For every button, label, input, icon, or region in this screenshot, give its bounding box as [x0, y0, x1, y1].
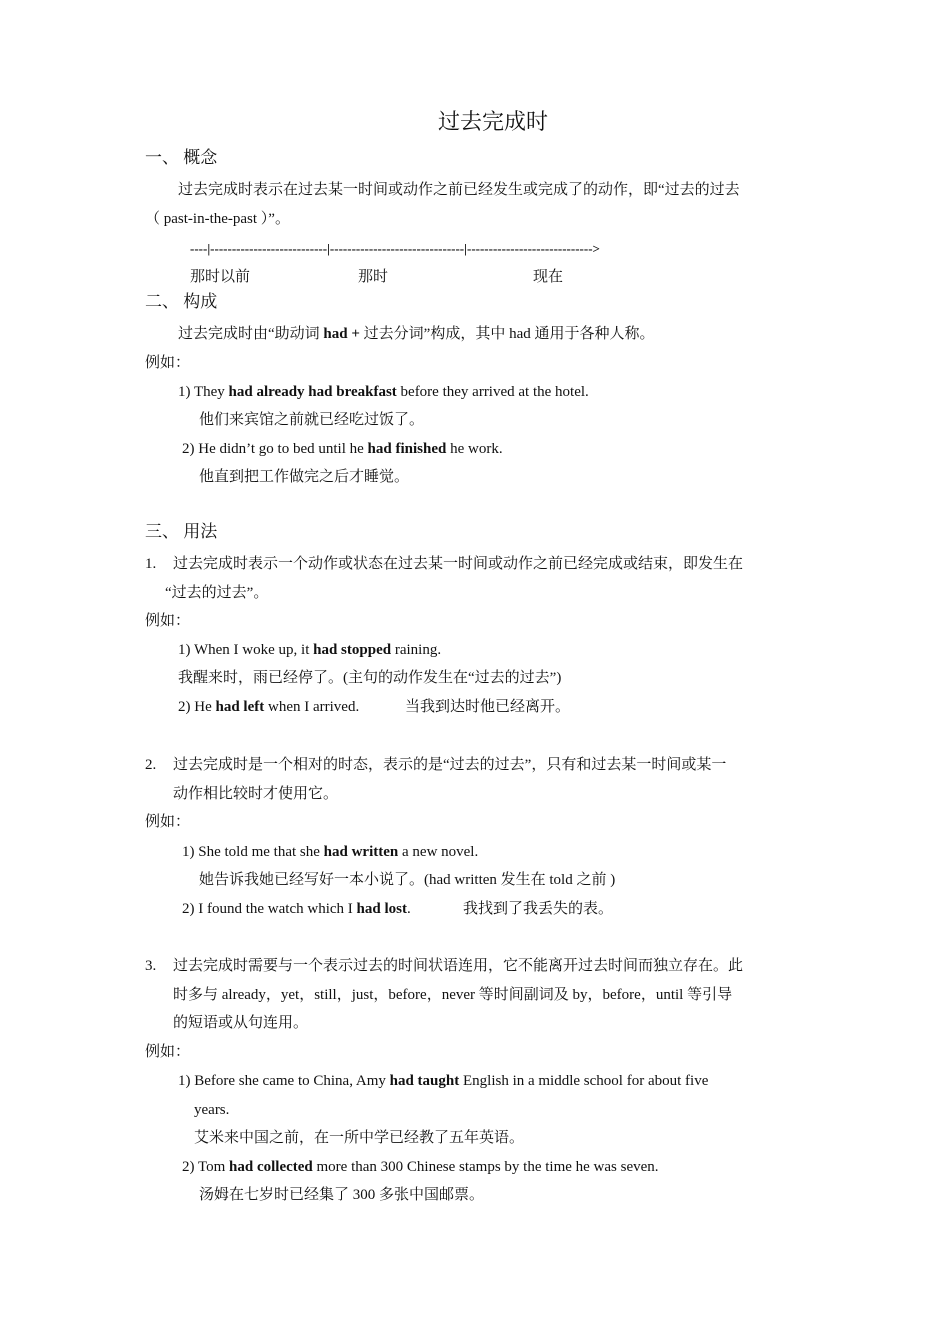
bold-run: had lost — [356, 901, 407, 917]
example-translation: 艾米来中国之前，在一所中学已经教了五年英语。 — [194, 1130, 525, 1146]
timeline-line: ----|---------------------------|-------------------------------|-----------------------------> — [190, 241, 600, 256]
list-item-text: 过去完成时需要与一个表示过去的时间状语连用，它不能离开过去时间而独立存在。此 — [173, 958, 744, 974]
bold-run: had taught — [389, 1073, 460, 1089]
example-sentence — [178, 1071, 708, 1091]
example-translation: 当我到达时他已经离开。 — [405, 699, 571, 715]
list-item-text: 过去完成时是一个相对的时态，表示的是“过去的过去”，只有和过去某一时间或某一 — [173, 757, 727, 773]
bold-run: had finished — [367, 441, 447, 457]
text-run: when I arrived. — [264, 699, 360, 715]
page-title: 过去完成时 — [438, 109, 549, 134]
paragraph-structure — [178, 324, 654, 344]
text-run: 1) She told me that she — [182, 844, 324, 860]
list-item-text: 的短语或从句连用。 — [173, 1015, 309, 1031]
text-run: 2) Tom — [182, 1159, 230, 1175]
list-number: 3. — [145, 958, 157, 974]
list-item-text: 动作相比较时才使用它。 — [173, 786, 339, 802]
text-run: before they arrived at the hotel. — [396, 384, 589, 400]
list-item-text: “过去的过去”。 — [165, 585, 269, 601]
list-number: 2. — [145, 757, 157, 773]
text-run: a new novel. — [398, 844, 479, 860]
example-sentence — [182, 1157, 659, 1177]
example-translation: 我找到了我丢失的表。 — [463, 901, 614, 917]
bold-run: had left — [215, 699, 265, 715]
example-sentence — [178, 382, 589, 402]
example-translation: 汤姆在七岁时已经集了 300 多张中国邮票。 — [199, 1187, 485, 1203]
paragraph-definition: 过去完成时表示在过去某一时间或动作之前已经发生或完成了的动作，即“过去的过去 — [178, 182, 740, 198]
example-translation: 她告诉我她已经写好一本小说了。(had written 发生在 told 之前 ) — [199, 872, 616, 888]
text-run: 过去分词”构成，其中 had 通用于各种人称。 — [363, 326, 655, 342]
example-label: 例如： — [145, 613, 191, 629]
example-sentence — [178, 640, 441, 660]
example-sentence — [178, 697, 359, 717]
text-run: 过去完成时由“助动词 — [178, 326, 324, 342]
bold-run: had collected — [229, 1159, 313, 1175]
example-label: 例如： — [145, 814, 191, 830]
list-item-text: 时多与 already，yet，still，just，before，never 等时间副词及 by，before，until 等引导 — [173, 987, 733, 1003]
section-heading-structure: 二、 构成 — [145, 292, 218, 311]
example-sentence — [182, 899, 411, 919]
bold-run: had already had breakfast — [228, 384, 397, 400]
example-translation: 他直到把工作做完之后才睡觉。 — [199, 469, 410, 485]
text-run: 1) Before she came to China, Amy — [178, 1073, 390, 1089]
example-translation: 我醒来时，雨已经停了。(主句的动作发生在“过去的过去”) — [178, 670, 562, 686]
text-run: English in a middle school for about five — [459, 1073, 709, 1089]
example-label: 例如： — [145, 355, 191, 371]
list-number: 1. — [145, 556, 157, 572]
text-run: 1) They — [178, 384, 229, 400]
section-heading-concept: 一、 概念 — [145, 148, 218, 167]
timeline-label-now: 现在 — [533, 269, 564, 285]
text-run: he work. — [446, 441, 503, 457]
list-item-text: 过去完成时表示一个动作或状态在过去某一时间或动作之前已经完成或结束，即发生在 — [173, 556, 744, 572]
bold-run: had + — [323, 326, 364, 342]
bold-run: had written — [323, 844, 399, 860]
example-label: 例如： — [145, 1044, 191, 1060]
text-run: 2) He — [178, 699, 216, 715]
text-run: 2) I found the watch which I — [182, 901, 357, 917]
text-run: 2) He didn’t go to bed until he — [182, 441, 368, 457]
example-sentence — [182, 842, 478, 862]
text-run: more than 300 Chinese stamps by the time he was seven. — [312, 1159, 659, 1175]
text-run: 1) When I woke up, it — [178, 642, 314, 658]
example-sentence-cont: years. — [194, 1102, 230, 1118]
text-run: . — [406, 901, 411, 917]
text-run: raining. — [391, 642, 442, 658]
timeline-label-then: 那时 — [358, 269, 389, 285]
timeline-label-before: 那时以前 — [190, 269, 251, 285]
example-translation: 他们来宾馆之前就已经吃过饭了。 — [199, 412, 425, 428]
example-sentence — [182, 439, 503, 459]
paragraph-definition-cont: （ past-in-the-past ）”。 — [145, 211, 290, 227]
bold-run: had stopped — [313, 642, 392, 658]
section-heading-usage: 三、 用法 — [145, 522, 218, 541]
